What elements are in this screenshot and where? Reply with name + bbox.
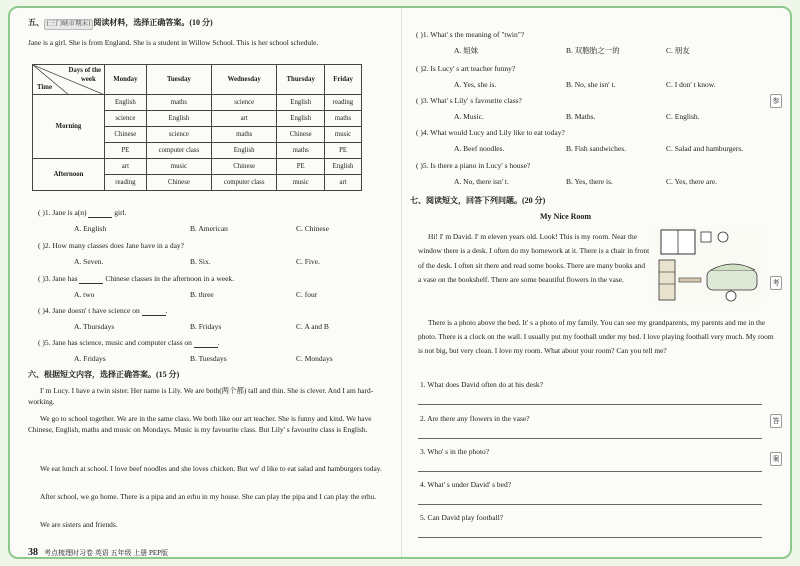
table-cell: Chinese — [105, 127, 147, 143]
answer-line[interactable] — [418, 537, 762, 538]
left-page — [22, 8, 392, 557]
table-cell: reading — [325, 95, 362, 111]
open-question: 5. Can David play football? — [420, 513, 504, 522]
table-cell: PE — [325, 143, 362, 159]
option[interactable]: C. Yes, there are. — [666, 177, 718, 186]
question-6-4: ( )4. What would Lucy and Lily like to eat today? — [416, 128, 565, 137]
option[interactable]: B. three — [190, 290, 214, 299]
option[interactable]: A. two — [74, 290, 95, 299]
question-5-2: ( )2. How many classes does Jane have in a day? — [38, 241, 184, 250]
question-5-3: ( )3. Jane has Chinese classes in the afternoon in a week. — [38, 274, 235, 283]
question-5-5: ( )5. Jane has science, music and computer class on . — [38, 338, 220, 347]
option[interactable]: C. four — [296, 290, 318, 299]
school-schedule-table — [32, 64, 362, 191]
option[interactable]: A. Beef noodles. — [454, 144, 505, 153]
question-5-1: ( )1. Jane is a(n) girl. — [38, 208, 127, 217]
table-cell: music — [277, 175, 325, 191]
table-cell: music — [146, 159, 211, 175]
option[interactable]: B. Maths. — [566, 112, 596, 121]
table-cell: art — [325, 175, 362, 191]
answer-blank[interactable] — [142, 308, 166, 316]
source-tag: [三门峡市期末] — [44, 19, 93, 30]
right-page — [410, 8, 782, 557]
table-cell: science — [105, 111, 147, 127]
day-header: Monday — [105, 65, 147, 95]
day-header: Friday — [325, 65, 362, 95]
table-cell: maths — [146, 95, 211, 111]
option[interactable]: B. Yes, there is. — [566, 177, 613, 186]
open-question: 3. Who' s in the photo? — [420, 447, 490, 456]
option[interactable]: A. Thursdays — [74, 322, 115, 331]
table-cell: music — [325, 127, 362, 143]
intro-text: Jane is a girl. She is from England. She is a student in Willow School. This is her school schedule. — [28, 38, 319, 47]
story-title: My Nice Room — [540, 212, 592, 221]
passage-paragraph: We eat lunch at school. I love beef noodles and she loves chicken. But we' d like to eat salad and hamburgers today. — [40, 464, 382, 473]
table-cell: Chinese — [212, 159, 277, 175]
question-6-3: ( )3. What' s Lily' s favourite class? — [416, 96, 522, 105]
table-cell: English — [277, 111, 325, 127]
day-header: Tuesday — [146, 65, 211, 95]
worksheet-spread — [8, 6, 792, 559]
option[interactable]: B. Fish sandwiches. — [566, 144, 626, 153]
option[interactable]: C. A and B — [296, 322, 329, 331]
option[interactable]: B. Fridays — [190, 322, 222, 331]
open-question: 1. What does David often do at his desk? — [420, 380, 543, 389]
question-6-1: ( )1. What' s the meaning of "twin"? — [416, 30, 525, 39]
side-tab: 考 — [770, 276, 782, 290]
page-fold — [401, 8, 402, 557]
day-header: Wednesday — [212, 65, 277, 95]
section-7-heading: 七、阅读短文，回答下列问题。(20 分) — [410, 196, 546, 205]
option[interactable]: C. 朋友 — [666, 46, 690, 55]
table-cell: science — [146, 127, 211, 143]
table-cell: English — [146, 111, 211, 127]
option[interactable]: A. 姐妹 — [454, 46, 479, 55]
table-cell: art — [105, 159, 147, 175]
side-tab: 案 — [770, 452, 782, 466]
answer-blank[interactable] — [194, 340, 218, 348]
question-6-5: ( )5. Is there a piano in Lucy' s house? — [416, 161, 531, 170]
option[interactable]: C. Five. — [296, 257, 320, 266]
answer-line[interactable] — [418, 471, 762, 472]
table-cell: Chinese — [146, 175, 211, 191]
morning-label: Morning — [33, 95, 105, 159]
open-question: 4. What' s under David' s bed? — [420, 480, 512, 489]
option[interactable]: C. Salad and hamburgers. — [666, 144, 744, 153]
table-cell: English — [277, 95, 325, 111]
table-cell: art — [212, 111, 277, 127]
option[interactable]: A. No, there isn' t. — [454, 177, 509, 186]
option[interactable]: A. Fridays — [74, 354, 106, 363]
table-cell: maths — [212, 127, 277, 143]
question-5-4: ( )4. Jane doesn' t have science on . — [38, 306, 168, 315]
option[interactable]: B. 双胞胎之一的 — [566, 46, 620, 55]
question-6-2: ( )2. Is Lucy' s art teacher funny? — [416, 64, 516, 73]
side-tab: 答 — [770, 414, 782, 428]
table-cell: computer class — [146, 143, 211, 159]
passage-paragraph: I' m Lucy. I have a twin sister. Her name is Lily. We are both(两个都) tall and thin. She is clever. And I am hard-working. — [28, 386, 374, 406]
table-cell: PE — [277, 159, 325, 175]
option[interactable]: A. Seven. — [74, 257, 104, 266]
option[interactable]: A. Music. — [454, 112, 484, 121]
table-cell: English — [105, 95, 147, 111]
option[interactable]: A. English — [74, 224, 107, 233]
passage-paragraph: After school, we go home. There is a pipa and an erhu in my house. She can play the pipa and I can play the erhu. — [40, 492, 377, 501]
story-paragraph: There is a photo above the bed. It' s a photo of my family. You can see my grandparents, my parents and me in the photo. There is a clock on the wall. I usually put my football under my bed. I love playing football very much. My room is not big, but very clean. I love my room. What about your room? Can you tell me? — [418, 318, 774, 356]
table-corner: Days of the week Time — [33, 65, 105, 95]
option[interactable]: B. American — [190, 224, 228, 233]
table-cell: maths — [325, 111, 362, 127]
table-cell: maths — [277, 143, 325, 159]
option[interactable]: B. No, she isn' t. — [566, 80, 616, 89]
page-number: 38 — [28, 547, 38, 558]
passage-paragraph: We are sisters and friends. — [40, 520, 118, 529]
table-cell: English — [325, 159, 362, 175]
open-question: 2. Are there any flowers in the vase? — [420, 414, 530, 423]
option[interactable]: C. Chinese — [296, 224, 329, 233]
option[interactable]: C. Mondays — [296, 354, 333, 363]
afternoon-label: Afternoon — [33, 159, 105, 191]
table-cell: English — [212, 143, 277, 159]
option[interactable]: B. Six. — [190, 257, 211, 266]
option[interactable]: A. Yes, she is. — [454, 80, 497, 89]
answer-line[interactable] — [418, 438, 762, 439]
table-cell: reading — [105, 175, 147, 191]
option[interactable]: C. I don' t know. — [666, 80, 716, 89]
day-header: Thursday — [277, 65, 325, 95]
answer-line[interactable] — [418, 404, 762, 405]
side-tab: 参 — [770, 94, 782, 108]
section-6-heading: 六、根据短文内容，选择正确答案。(15 分) — [28, 370, 180, 379]
bedroom-illustration — [655, 226, 761, 306]
option[interactable]: C. English. — [666, 112, 700, 121]
answer-blank[interactable] — [79, 276, 103, 284]
answer-line[interactable] — [418, 504, 762, 505]
section-5-heading: 五、 [三门峡市期末] 阅读材料，选择正确答案。(10 分) — [28, 18, 213, 30]
passage-paragraph: We go to school together. We are in the same class. We both like our art teacher. She is funny and kind. We have Chinese, English, maths and music on Mondays. Music is my favourite class. But Lily' s favourite class is English. — [28, 414, 372, 434]
option[interactable]: B. Tuesdays — [190, 354, 227, 363]
table-cell: Chinese — [277, 127, 325, 143]
table-cell: PE — [105, 143, 147, 159]
story-paragraph: Hi! I' m David. I' m eleven years old. Look! This is my room. Near the window there is a desk. I often do my homework at it. There is a chair in front of the desk. I often sit there and read some books. There are many books and a vase on the bookshelf. There are some beautiful flowers in the vase. — [418, 232, 650, 285]
table-cell: computer class — [212, 175, 277, 191]
answer-blank[interactable] — [88, 210, 112, 218]
table-cell: science — [212, 95, 277, 111]
page-footer: 38 考点梳理时习卷 英语 五年级 上册 PEP版 — [28, 547, 169, 558]
